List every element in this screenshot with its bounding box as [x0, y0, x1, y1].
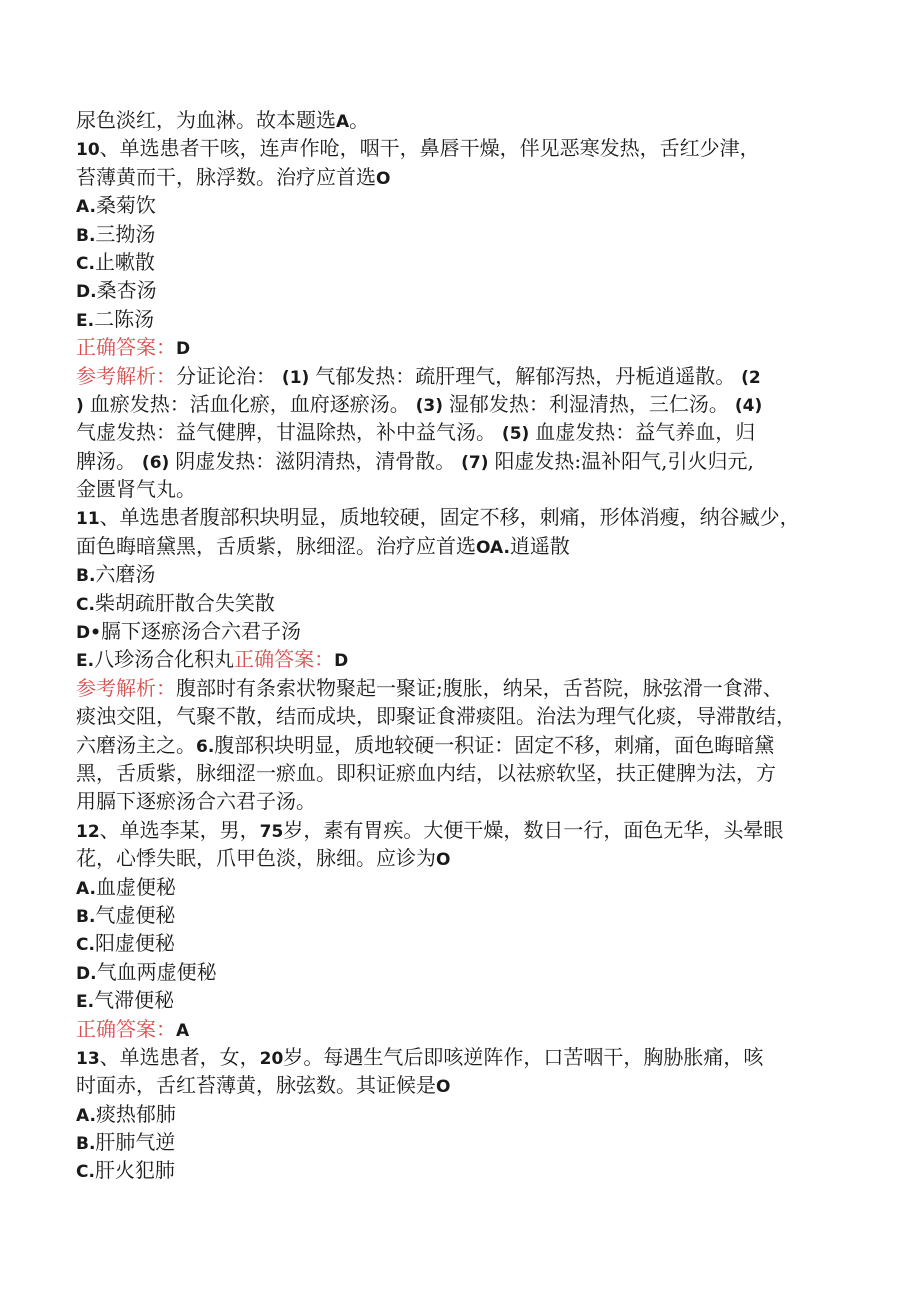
text-segment: 岁，素有胃疾。大便干燥，数日一行，面色无华，头晕眼 [283, 817, 784, 842]
text-line [76, 873, 836, 901]
bold-text: C. [76, 935, 95, 956]
text-line [76, 731, 836, 759]
text-line [76, 986, 836, 1014]
text-line [76, 702, 836, 730]
text-line [76, 106, 836, 134]
bold-text: D. [76, 963, 97, 984]
text-line [76, 134, 836, 162]
text-segment: 桑菊饮 [95, 193, 156, 218]
bold-text: E. [76, 992, 95, 1013]
text-segment: 止嗽散 [94, 249, 155, 274]
document-page [76, 106, 836, 1185]
text-segment: 血虚发热：益气养血，归 [535, 420, 756, 445]
text-segment: 苔薄黄而干，脉浮数。治疗应首选 [76, 164, 376, 189]
text-segment: 黑，舌质紫，脉细涩一瘀血。即积证瘀血内结，以祛瘀软坚，扶正健脾为法，方 [76, 760, 776, 785]
text-line [76, 958, 836, 986]
bold-text: A [336, 112, 350, 132]
bold-text: 75 [259, 821, 284, 842]
bold-text: (4) [728, 395, 763, 416]
text-line [76, 333, 836, 361]
text-segment: 六磨汤 [95, 562, 156, 587]
text-segment: 三拗汤 [95, 221, 156, 246]
text-segment: 分证论治： [176, 363, 276, 388]
text-line [76, 305, 836, 333]
bold-text: A. [76, 1105, 96, 1126]
text-segment: 金匮肾气丸。 [76, 477, 196, 502]
text-segment: 腹部积块明显，质地较硬一积证：固定不移，刺痛，面色晦暗黛 [214, 732, 775, 757]
text-line [76, 276, 836, 304]
bold-text: (2 [735, 367, 761, 388]
text-segment: 八珍汤合化积丸 [94, 647, 235, 672]
bold-text: (7) [455, 452, 495, 473]
text-segment: 腹部时有条索状物聚起一聚证;腹胀，纳呆，舌苔院，脉弦滑一食滞、 [176, 675, 783, 700]
text-line [76, 532, 836, 560]
text-line [76, 447, 836, 475]
bold-text: OA. [476, 537, 510, 558]
text-line [76, 759, 836, 787]
bold-text: ) [76, 395, 90, 416]
bold-text: 6. [196, 736, 215, 757]
bold-text: E. [76, 651, 95, 672]
text-segment: 桑杏汤 [96, 278, 157, 303]
text-segment: 膈下逐瘀汤合六君子汤 [100, 619, 301, 644]
text-segment: 、单选患者，女， [99, 1044, 260, 1069]
text-segment: 痰浊交阻，气聚不散，结而成块，即聚证食滞痰阻。治法为理气化痰，导滞散结， [76, 704, 796, 729]
text-line [76, 1128, 836, 1156]
text-segment: 逍遥散 [509, 533, 570, 558]
bold-text: O [436, 1077, 451, 1098]
text-segment: 。 [349, 108, 370, 132]
bold-text: B. [76, 566, 96, 587]
bold-text: O [376, 168, 391, 189]
text-line [76, 816, 836, 844]
bold-text: D [334, 651, 349, 672]
bold-text: (6) [136, 452, 176, 473]
text-segment: 时面赤，舌红苔薄黄，脉弦数。其证候是 [76, 1073, 436, 1098]
text-segment: 尿色淡红，为血淋。故本题选 [76, 108, 336, 132]
text-line [76, 1071, 836, 1099]
label-red: 参考解析： [76, 363, 176, 388]
text-line [76, 362, 836, 390]
bold-text: 11 [76, 509, 100, 530]
text-segment: 湿郁发热：利湿清热，三仁汤。 [448, 391, 729, 416]
bold-text: E. [76, 310, 95, 331]
text-line [76, 1100, 836, 1128]
label-red: 正确答案： [76, 335, 176, 360]
text-line [76, 191, 836, 219]
bold-text: (1) [276, 367, 316, 388]
text-segment: 用膈下逐瘀汤合六君子汤。 [76, 789, 316, 814]
text-line [76, 617, 836, 645]
text-segment: 阴虚发热：滋阴清热，清骨散。 [175, 448, 456, 473]
text-segment: 血虚便秘 [95, 874, 176, 899]
bold-text: B. [76, 225, 96, 246]
bold-text: C. [76, 253, 95, 274]
label-red: 正确答案： [234, 647, 335, 672]
text-line [76, 674, 836, 702]
text-line [76, 1043, 836, 1071]
bold-text: A. [76, 197, 96, 218]
bold-text: (5) [496, 424, 536, 445]
text-segment: 、单选李某，男， [99, 817, 260, 842]
label-red: 参考解析： [76, 675, 176, 700]
bold-text: O [436, 850, 451, 871]
text-segment: 气血两虚便秘 [96, 959, 217, 984]
text-line [76, 503, 836, 531]
text-segment: 六磨汤主之。 [76, 732, 196, 757]
text-line [76, 1015, 836, 1043]
text-segment: 岁。每遇生气后即咳逆阵作，口苦咽干，胸胁胀痛，咳 [283, 1044, 764, 1069]
text-line [76, 589, 836, 617]
text-line [76, 475, 836, 503]
text-segment: 气郁发热：疏肝理气，解郁泻热，丹栀逍遥散。 [315, 363, 736, 388]
text-segment: 、单选患者腹部积块明显，质地较硬，固定不移，刺痛，形体消瘦，纳谷臧少， [99, 505, 800, 530]
text-line [76, 220, 836, 248]
text-segment: 痰热郁肺 [95, 1101, 176, 1126]
text-line [76, 418, 836, 446]
bold-text: D [176, 339, 191, 360]
text-segment: 脾汤。 [76, 448, 136, 473]
text-segment: 花，心悸失眠，爪甲色淡，脉细。应诊为 [76, 846, 436, 871]
bold-text: A [176, 1020, 190, 1041]
text-line [76, 901, 836, 929]
bold-text: C. [76, 594, 95, 615]
bold-text: D. [76, 282, 97, 303]
bold-text: C. [76, 1162, 95, 1183]
text-line [76, 248, 836, 276]
text-line [76, 163, 836, 191]
text-segment: 阳虚发热:温补阳气,引火归元, [494, 448, 754, 473]
bold-text: B. [76, 1134, 96, 1155]
bold-text: B. [76, 906, 96, 927]
text-segment: 柴胡疏肝散合失笑散 [94, 590, 275, 615]
text-line [76, 645, 836, 673]
text-segment: 面色晦暗黛黑，舌质紫，脉细涩。治疗应首选 [76, 533, 476, 558]
label-red: 正确答案： [76, 1016, 176, 1041]
bold-text: 20 [259, 1048, 284, 1069]
text-line [76, 560, 836, 588]
text-segment: 、单选患者干咳，连声作呛，咽干，鼻唇干燥，伴见恶寒发热，舌红少津， [99, 136, 760, 161]
text-line [76, 929, 836, 957]
bold-text: 12 [76, 821, 100, 842]
text-segment: 肝肺气逆 [95, 1130, 176, 1155]
bold-text: 10 [76, 140, 100, 161]
text-line [76, 787, 836, 815]
text-segment: 肝火犯肺 [94, 1158, 175, 1183]
bold-text: A. [76, 878, 96, 899]
text-line [76, 390, 836, 418]
text-segment: 二陈汤 [94, 306, 155, 331]
text-segment: 气虚便秘 [95, 902, 176, 927]
bold-text: D• [76, 623, 101, 644]
bold-text: (3) [409, 395, 449, 416]
bold-text: 13 [76, 1048, 100, 1069]
text-segment: 气虚发热：益气健脾，甘温除热，补中益气汤。 [76, 420, 496, 445]
text-segment: 气滞便秘 [94, 988, 175, 1013]
text-segment: 阳虚便秘 [94, 931, 175, 956]
text-line [76, 1156, 836, 1184]
text-segment: 血瘀发热：活血化瘀，血府逐瘀汤。 [89, 391, 410, 416]
text-line [76, 844, 836, 872]
